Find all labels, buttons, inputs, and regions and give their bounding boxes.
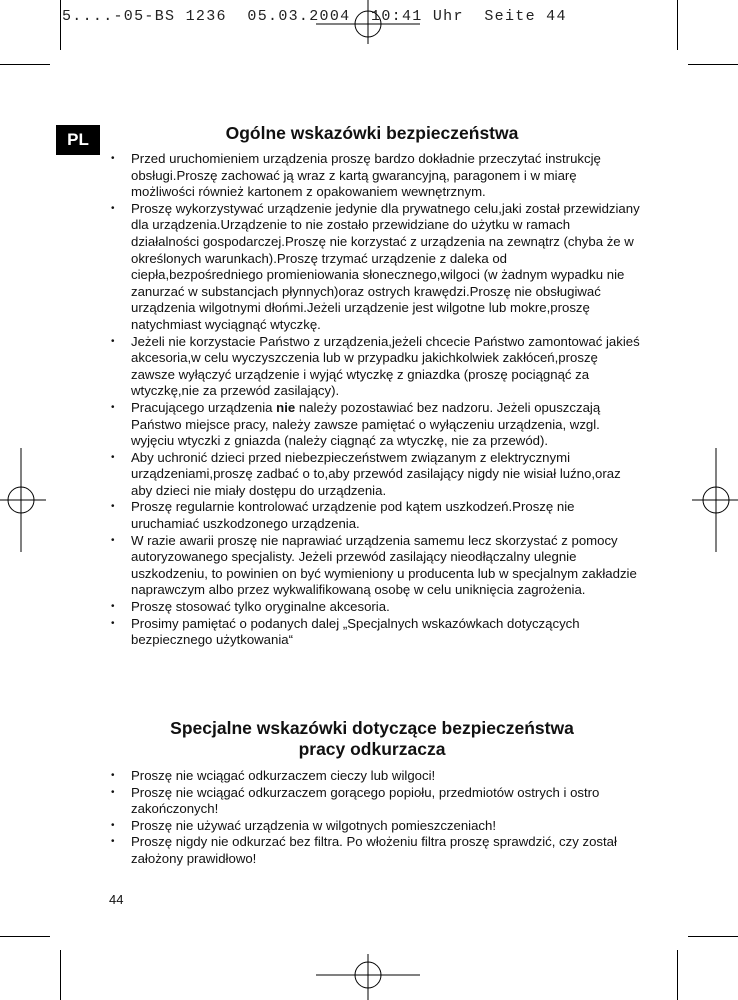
list-item: • Proszę nigdy nie odkurzać bez filtra. Po włożeniu filtra proszę sprawdzić, czy został założony prawidłowo!: [109, 834, 641, 867]
list-item: • Przed uruchomieniem urządzenia proszę bardzo dokładnie przeczytać instrukcję obsługi.Proszę zachować ją wraz z kartą gwarancyjną, paragonem i w miarę możliwości również kartonem z opakowaniem wewnętrznym.: [109, 151, 641, 201]
list-item: • Jeżeli nie korzystacie Państwo z urządzenia,jeżeli chcecie Państwo zamontować jakieś akcesoria,w celu wyczyszczenia lub w przypadku jakichkolwiek zakłóceń,proszę zawsze wyłączyć urządzenie i wyjąć wtyczkę z gniazdka (proszę pociągnąć za wtyczkę,nie za przewód zasilający).: [109, 334, 641, 400]
list-item: • Proszę nie wciągać odkurzaczem gorącego popiołu, przedmiotów ostrych i ostro zakończonych!: [109, 785, 641, 818]
vacuum-safety-heading-line-1: Specjalne wskazówki dotyczące bezpieczeństwa: [170, 718, 574, 738]
list-item: • Proszę wykorzystywać urządzenie jedynie dla prywatnego celu,jaki został przewidziany dla urządzenia.Urządzenie to nie zostało przewidziane do użytku w ramach działalności gospodarczej.Proszę nie korzystać z urządzenia na zewnątrz (chyba że w określonych warunkach).Proszę trzymać urządzenie z daleka od ciepła,bezpośredniego promieniowania słonecznego,wilgoci (w żadnym wypadku nie zanurzać w substancjach płynnych)oraz ostrych krawędzi.Proszę nie obsługiwać urządzenia wilgotnymi dłońmi.Jeżeli urządzenie jest wilgotne lub mokre,proszę natychmiast wyciągnąć wtyczkę.: [109, 201, 641, 334]
list-item: • Proszę stosować tylko oryginalne akcesoria.: [109, 599, 641, 616]
general-safety-list: [109, 151, 641, 649]
page-number: 44: [109, 892, 124, 907]
language-tab-label: PL: [67, 130, 89, 149]
crop-mark-icon: [0, 936, 50, 937]
print-slug-header: 5....-05-BS 1236 05.03.2004 10:41 Uhr Seite 44: [62, 8, 567, 25]
language-tab: [56, 125, 100, 155]
crop-mark-icon: [0, 64, 50, 65]
list-item: • Prosimy pamiętać o podanych dalej „Specjalnych wskazówkach dotyczących bezpiecznego użytkowania“: [109, 616, 641, 649]
registration-mark-icon: [316, 0, 420, 44]
crop-mark-icon: [688, 936, 738, 937]
vacuum-safety-list: [109, 768, 641, 868]
list-item: • Proszę regularnie kontrolować urządzenie pod kątem uszkodzeń.Proszę nie uruchamiać uszkodzonego urządzenia.: [109, 499, 641, 532]
general-safety-heading: Ogólne wskazówki bezpieczeństwa: [225, 123, 519, 143]
registration-mark-icon: [692, 448, 738, 552]
vacuum-safety-heading-line-2: pracy odkurzacza: [298, 739, 446, 759]
crop-mark-icon: [677, 0, 678, 50]
crop-mark-icon: [677, 950, 678, 1000]
list-item: • Proszę nie wciągać odkurzaczem cieczy lub wilgoci!: [109, 768, 641, 785]
crop-mark-icon: [60, 0, 61, 50]
registration-mark-icon: [316, 954, 420, 1000]
vacuum-safety-heading: [107, 718, 637, 760]
list-item: • Proszę nie używać urządzenia w wilgotnych pomieszczeniach!: [109, 818, 641, 835]
crop-mark-icon: [60, 950, 61, 1000]
list-item: • W razie awarii proszę nie naprawiać urządzenia samemu lecz skorzystać z pomocy autoryzowanego specjalisty. Jeżeli przewód zasilający nieodłączalny ulegnie uszkodzeniu, to powinien on być wymieniony u producenta lub w specjalnym zakładzie naprawczym albo przez wykwalifikowaną osobę w celu uniknięcia zagrożenia.: [109, 533, 641, 599]
list-item: • Pracującego urządzenia nie należy pozostawiać bez nadzoru. Jeżeli opuszczają Państwo miejsce pracy, należy zawsze pamiętać o wyłączeniu urządzenia, wzgl. wyjęciu wtyczki z gniazda (należy ciągnąć za wtyczkę, nie za przewód).: [109, 400, 641, 450]
registration-mark-icon: [0, 448, 46, 552]
crop-mark-icon: [688, 64, 738, 65]
list-item: • Aby uchronić dzieci przed niebezpieczeństwem związanym z elektrycznymi urządzeniami,proszę zadbać o to,aby przewód zasilający nigdy nie wisiał luźno,oraz aby dzieci nie miały dostępu do urządzenia.: [109, 450, 641, 500]
